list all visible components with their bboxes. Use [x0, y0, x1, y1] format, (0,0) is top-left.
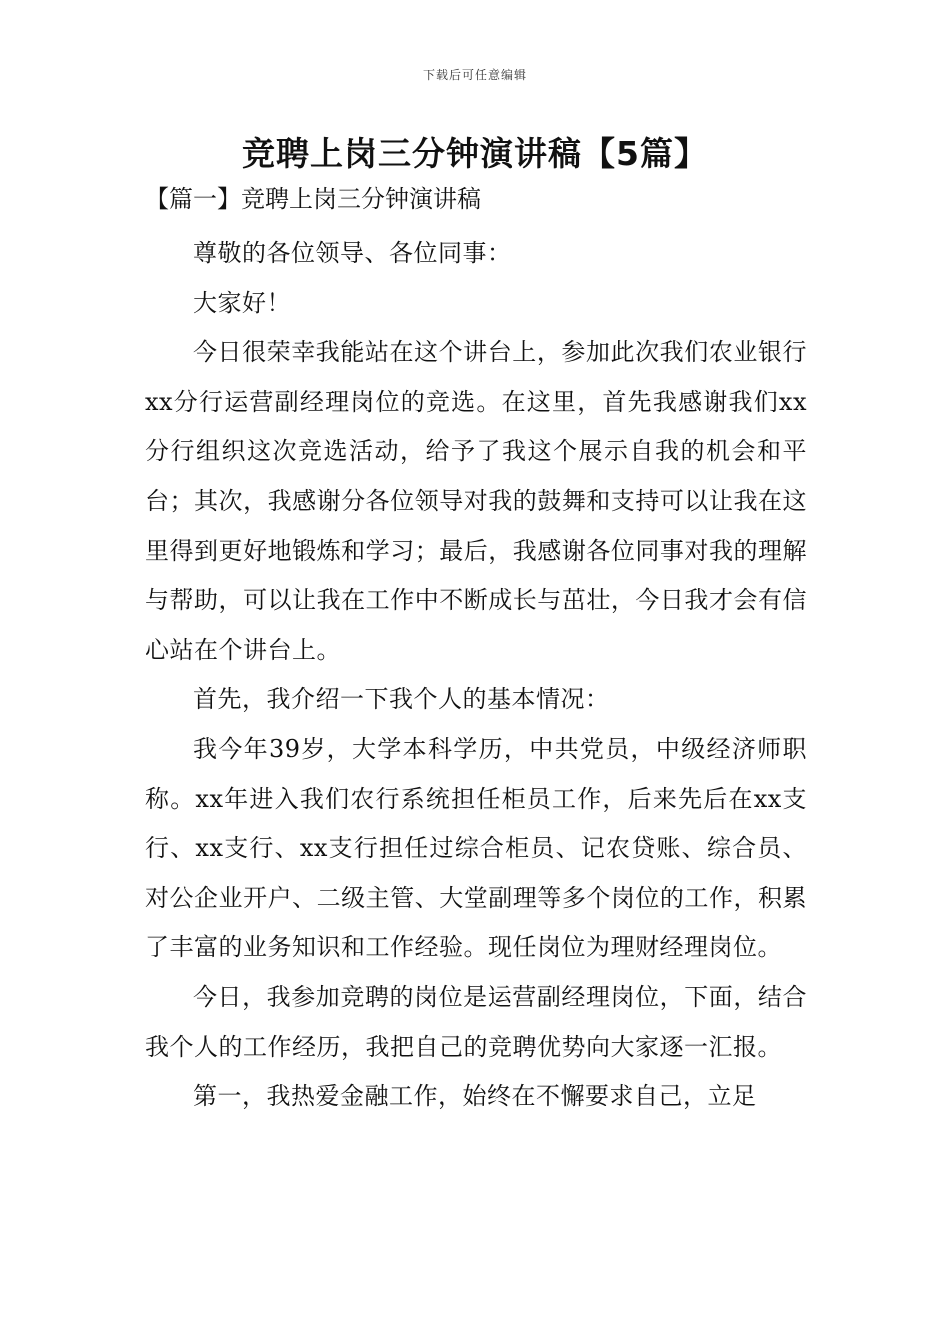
paragraph-first-point: 第一，我热爱金融工作，始终在不懈要求自己，立足 — [193, 1082, 757, 1111]
paragraph-hello: 大家好！ — [193, 288, 291, 317]
header-note: 下载后可任意编辑 — [422, 68, 527, 82]
paragraph-greeting: 尊敬的各位领导、各位同事： — [193, 239, 512, 267]
paragraph-thanks: 今日很荣幸我能站在这个讲台上，参加此次我们农业银行xx分行运营副经理岗位的竞选。在这里，首先我感谢我们xx分行组织这次竞选活动，给予了我这个展示自我的机会和平台；其次，我感谢分各位领导对我的鼓舞和支持可以让我在这里得到更好地锻炼和学习；最后，我感谢各位同事对我的理解与帮助，可以让我在工作中不断成长与茁壮，今日我才会有信心站在个讲台上。 — [145, 338, 807, 664]
paragraph-background: 我今年39岁，大学本科学历，中共党员，中级经济师职称。xx年进入我们农行系统担任柜员工作，后来先后在xx支行、xx支行、xx支行担任过综合柜员、记农贷账、综合员、对公企业开户、二级主管、大堂副理等多个岗位的工作，积累了丰富的业务知识和工作经验。现任岗位为理财经理岗位。 — [145, 734, 807, 962]
paragraph-position: 今日，我参加竞聘的岗位是运营副经理岗位，下面，结合我个人的工作经历，我把自己的竞聘优势向大家逐一汇报。 — [145, 982, 807, 1061]
document-body — [145, 180, 807, 1122]
document-title: 竞聘上岗三分钟演讲稿【5篇】 — [242, 134, 708, 173]
paragraph-intro: 首先，我介绍一下我个人的基本情况： — [193, 685, 610, 714]
section-heading: 【篇一】竞聘上岗三分钟演讲稿 — [145, 185, 481, 213]
